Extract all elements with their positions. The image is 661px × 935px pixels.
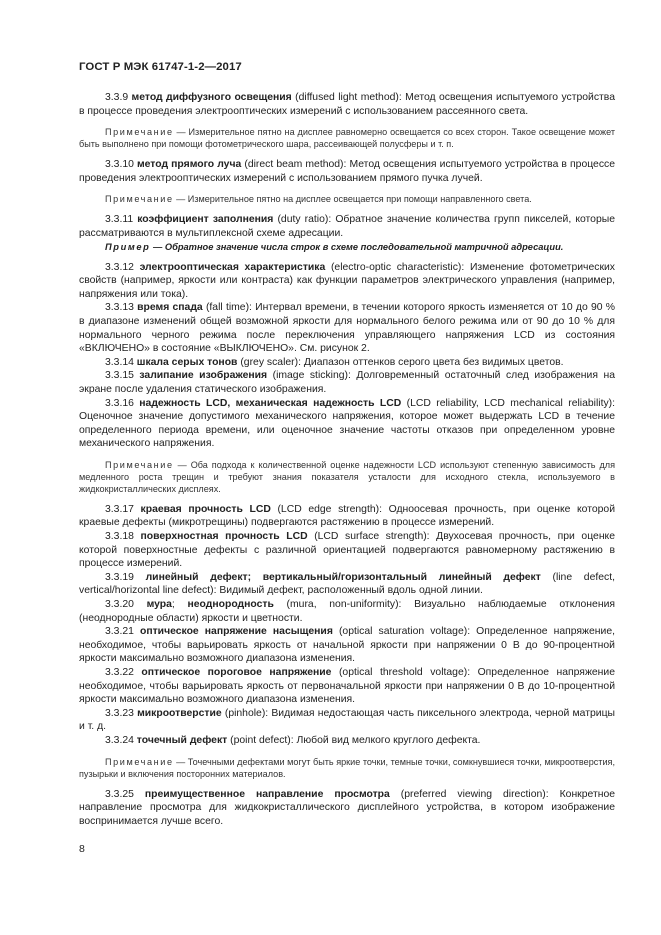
term: точечный дефект (136, 734, 228, 746)
definition-text: (LCD surface strength): Двухосевая прочность, при оценке которой поверхностные дефекты с различной ориентацией подвергаются равномерному растяжению в процессе измерений. (79, 531, 615, 570)
term: коэффициент заполнения (137, 214, 274, 226)
note-text: — Оба подхода к количественной оценке надежности LCD используют степенную зависимость для медленного роста трещин и требуют знания показателя усталости для исходного стекла, используемого в жидкокристаллических дисплеях. (79, 459, 615, 494)
clause-number: 3.3.18 (105, 531, 134, 543)
definition-3-3-25 (79, 788, 615, 829)
definition-text: (fall time): Интервал времени, в течении которого яркость изменяется от 10 до 90 % в диапазоне изменений общей возможной яркости для нормального белого режима или от 90 до 10 % для нормального черного режима после переключения управляющего напряжения LCD из состояния «ВКЛЮЧЕНО» в состояние «ВЫКЛЮЧЕНО». См. рисунок 2. (79, 302, 615, 355)
example-label: Пример (105, 241, 151, 252)
note-text: — Измерительное пятно на дисплее равномерно освещается со всех сторон. Такое освещение может быть выполнено при помощи фотометрического шара, рассеивающей полусферы и т. п. (79, 127, 615, 150)
example-3-3-11 (79, 241, 615, 253)
definition-3-3-24 (79, 734, 615, 748)
clause-number: 3.3.10 (105, 159, 134, 171)
definition-3-3-19 (79, 571, 615, 598)
clause-number: 3.3.22 (105, 667, 134, 678)
definition-3-3-16 (79, 397, 615, 451)
definition-3-3-18 (79, 530, 615, 571)
clause-number: 3.3.25 (105, 788, 134, 800)
definition-text: (point defect): Любой вид мелкого круглого дефекта. (227, 734, 481, 746)
definition-text: (grey scaler): Диапазон оттенков серого цвета без видимых цветов. (237, 356, 564, 368)
definition-3-3-17 (79, 503, 615, 530)
clause-number: 3.3.14 (105, 356, 134, 368)
definition-text: (LCD edge strength): Одноосевая прочность, при оценке которой краевые дефекты (микротрещины) подвергаются растяжению в процессе измерений. (79, 503, 616, 529)
term: мура (146, 599, 172, 611)
definition-3-3-9 (79, 91, 615, 118)
definition-text: (direct beam method): Метод освещения испытуемого устройства в процессе проведения электрооптических измерений с использованием прямого пучка лучей. (79, 159, 616, 184)
definition-3-3-10 (79, 158, 615, 185)
clause-number: 3.3.24 (105, 734, 134, 746)
note-3-3-10 (79, 193, 615, 205)
term: надежность LCD, механическая надежность LCD (139, 397, 402, 409)
definition-text: (electro-optic characteristic): Изменение фотометрических свойств (например, яркости или контраста) как функции параметров электрического управления (например, напряжения или тока). (79, 261, 615, 300)
term: метод диффузного освещения (131, 92, 292, 103)
term: микроотверстие (137, 707, 222, 719)
page-number: 8 (79, 843, 85, 855)
note-3-3-24 (79, 756, 615, 780)
example-text: — Обратное значение числа строк в схеме последовательной матричной адресации. (150, 241, 564, 252)
note-3-3-9 (79, 126, 615, 150)
definition-text: (optical threshold voltage): Определенное напряжение необходимое, чтобы варьировать яркость от первоначальной яркости при напряжении 0 В до 10-процентной яркости максимально возможного диапазона изменения. (79, 667, 615, 706)
definition-text: (line defect, vertical/horizontal line defect): Видимый дефект, расположенный вдоль одной линии. (79, 571, 615, 597)
note-3-3-16 (79, 459, 615, 495)
note-label: Примечание (105, 459, 174, 470)
note-label: Примечание (105, 194, 174, 205)
definition-3-3-13 (79, 301, 615, 355)
definition-text: (mura, non-uniformity): Визуально наблюдаемые отклонения (неоднородные области) яркости и цветности. (79, 599, 615, 624)
definition-3-3-23 (79, 707, 615, 734)
definition-text: (LCD reliability, LCD mechanical reliability): Оценочное значение допустимого механического напряжения, которое может выдержать LCD в течение определенного периода времени, или оценочное значение частоты отказов при определенном уровне механического напряжения. (79, 397, 616, 450)
note-label: Примечание (105, 756, 174, 767)
note-text: — Точечными дефектами могут быть яркие точки, темные точки, сомкнувшиеся точки, микроотверстия, пузырьки и включения посторонних материалов. (79, 756, 615, 779)
term: преимущественное направление просмотра (144, 788, 390, 800)
clause-number: 3.3.9 (105, 92, 129, 103)
standard-header: ГОСТ Р МЭК 61747-1-2—2017 (79, 61, 242, 73)
clause-number: 3.3.16 (105, 397, 134, 409)
term: краевая прочность LCD (140, 503, 271, 515)
term: электрооптическая характеристика (139, 261, 326, 273)
clause-number: 3.3.20 (105, 599, 134, 611)
term: линейный дефект; вертикальный/горизонтальный линейный дефект (145, 571, 541, 583)
definition-3-3-14 (79, 356, 615, 370)
clause-number: 3.3.13 (105, 302, 134, 314)
definition-3-3-21 (79, 625, 615, 666)
definition-3-3-11 (79, 213, 615, 240)
document-body (79, 91, 615, 828)
clause-number: 3.3.19 (105, 571, 134, 583)
term: оптическое пороговое напряжение (141, 667, 332, 678)
term: неоднородность (187, 599, 274, 611)
note-text: — Измерительное пятно на дисплее освещается при помощи направленного света. (173, 194, 532, 205)
definition-text: (duty ratio): Обратное значение количества групп пикселей, которые рассматриваются в мультиплексной схеме адресации. (79, 214, 615, 239)
definition-text: (diffused light method): Метод освещения испытуемого устройства в процессе проведения электрооптических измерений с использованием рассеянного света. (79, 92, 615, 117)
definition-3-3-20 (79, 598, 615, 625)
clause-number: 3.3.15 (105, 370, 134, 382)
term: залипание изображения (139, 370, 268, 382)
term: шкала серых тонов (136, 356, 238, 368)
definition-text: (image sticking): Долговременный остаточный след изображения на экране после удаления статического изображения. (79, 370, 615, 395)
term: метод прямого луча (136, 159, 242, 171)
definition-text: (optical saturation voltage): Определенное напряжение, необходимое, чтобы варьировать яркость от начальной яркости при напряжении 0 В до 90-процентной яркости максимально возможного диапазона изменения. (79, 626, 615, 665)
clause-number: 3.3.17 (105, 503, 134, 515)
definition-3-3-12 (79, 261, 615, 302)
term: оптическое напряжение насыщения (139, 626, 333, 638)
term: время спада (137, 302, 203, 314)
note-label: Примечание (105, 127, 174, 138)
term: поверхностная прочность LCD (140, 531, 308, 543)
definition-3-3-22 (79, 666, 615, 707)
clause-number: 3.3.12 (105, 261, 134, 273)
clause-number: 3.3.21 (105, 626, 134, 638)
term-separator: ; (171, 599, 188, 611)
clause-number: 3.3.11 (105, 214, 134, 226)
clause-number: 3.3.23 (105, 707, 134, 719)
definition-text: (preferred viewing direction): Конкретное направление просмотра для жидкокристаллического дисплейного устройства, в котором изображение воспринимается лучше всего. (79, 788, 615, 827)
definition-3-3-15 (79, 369, 615, 396)
definition-text: (pinhole): Видимая недостающая часть пиксельного электрода, черной матрицы и т. д. (79, 707, 615, 733)
